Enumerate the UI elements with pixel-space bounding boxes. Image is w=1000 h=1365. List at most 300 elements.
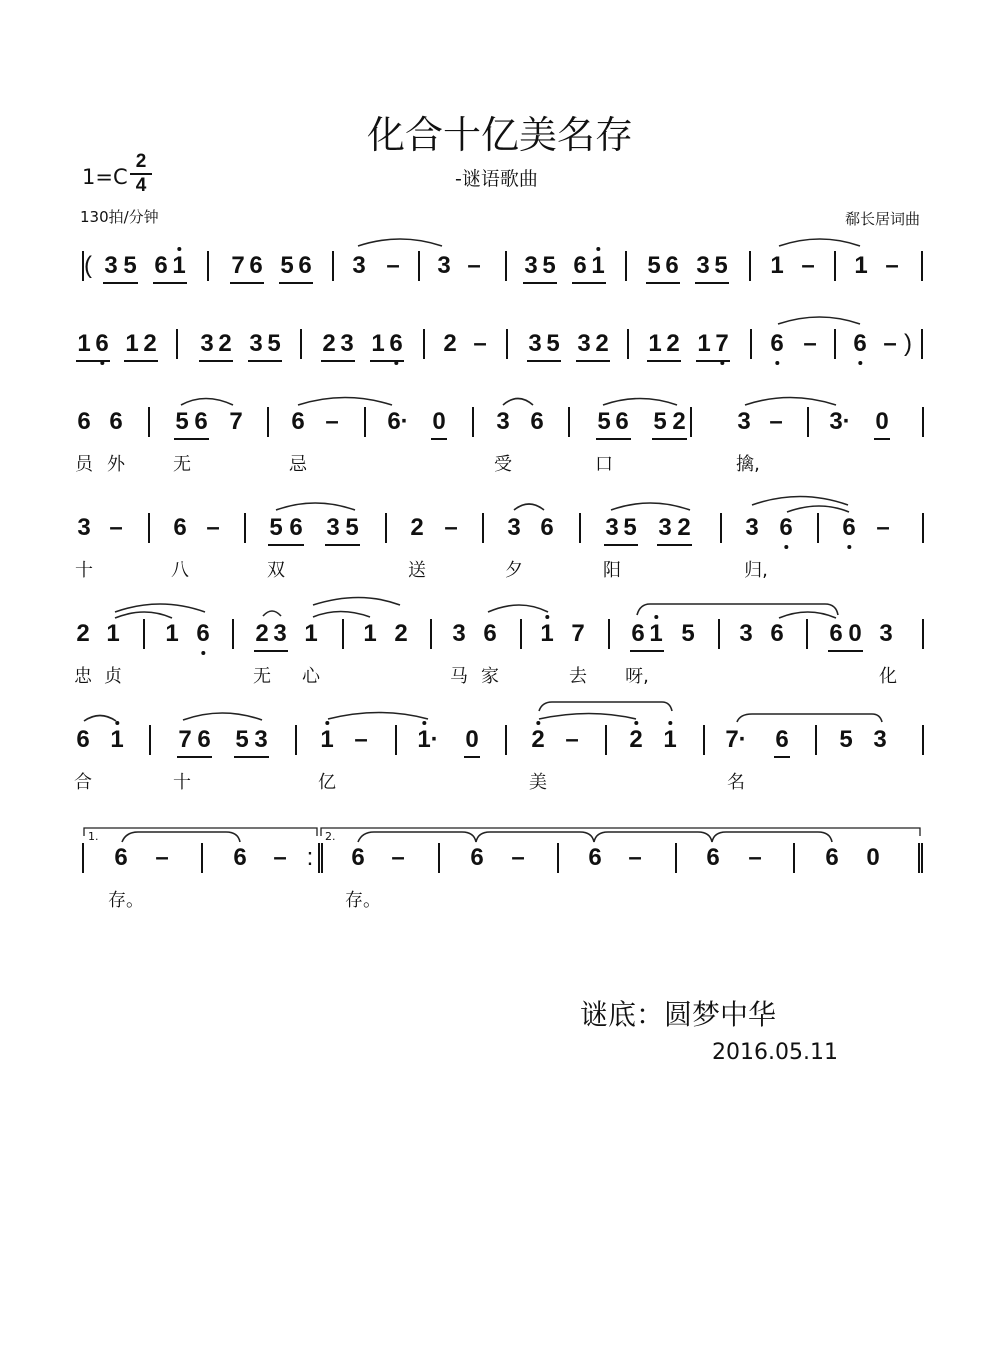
note xyxy=(706,844,719,872)
note xyxy=(540,514,553,542)
lyric-syllable: 十 xyxy=(75,560,93,581)
note xyxy=(770,252,783,280)
octave-down-dot-icon xyxy=(858,361,862,365)
note-digit: 2 xyxy=(410,514,424,541)
key-signature: 1=C xyxy=(82,165,128,189)
barline xyxy=(149,725,151,755)
octave-up-dot-icon xyxy=(177,247,181,251)
octave-up-dot-icon xyxy=(545,615,549,619)
barline xyxy=(232,619,234,649)
eighth-note-underline xyxy=(874,438,890,440)
note xyxy=(715,330,728,358)
barline xyxy=(395,725,397,755)
note xyxy=(417,726,438,754)
note-digit: 0 xyxy=(465,726,479,753)
score-symbol xyxy=(904,330,912,358)
note xyxy=(631,620,644,648)
note-digit: 5 xyxy=(123,252,137,279)
note-digit: 5 xyxy=(839,726,853,753)
octave-up-dot-icon xyxy=(654,615,658,619)
note xyxy=(452,620,465,648)
note xyxy=(737,408,750,436)
lyric-syllable: 贞 xyxy=(104,666,122,687)
note xyxy=(775,726,788,754)
note-digit: 5 xyxy=(681,620,695,647)
note-digit: 6 xyxy=(196,620,210,647)
barline xyxy=(423,329,425,359)
barline xyxy=(364,407,366,437)
dash-extension xyxy=(511,844,524,872)
eighth-note-underline xyxy=(696,360,730,362)
note xyxy=(322,330,335,358)
note xyxy=(173,514,186,542)
dash-extension xyxy=(155,844,168,872)
barline xyxy=(148,407,150,437)
lyric-syllable: 存。 xyxy=(345,890,381,911)
note xyxy=(387,408,408,436)
note xyxy=(681,620,694,648)
note xyxy=(542,252,555,280)
note-digit: – xyxy=(206,514,220,541)
note-digit: 6 xyxy=(770,330,784,357)
note xyxy=(340,330,353,358)
note xyxy=(483,620,496,648)
barline xyxy=(472,407,474,437)
note-digit: 6 xyxy=(530,408,544,435)
lyric-syllable: 双 xyxy=(267,560,285,581)
dash-extension xyxy=(769,408,782,436)
note xyxy=(233,844,246,872)
barline xyxy=(505,725,507,755)
note-digit: 3 xyxy=(77,514,91,541)
note-digit: 7 xyxy=(571,620,585,647)
note-digit: – xyxy=(444,514,458,541)
note xyxy=(595,330,608,358)
barline xyxy=(720,513,722,543)
note-digit: 3 xyxy=(452,620,466,647)
note-digit: 1 xyxy=(110,726,124,753)
eighth-note-underline xyxy=(153,282,187,284)
note-digit: 1 xyxy=(172,252,186,279)
note xyxy=(410,514,423,542)
note-digit: 3 xyxy=(273,620,287,647)
note-digit: 5 xyxy=(267,330,281,357)
eighth-note-underline xyxy=(230,282,264,284)
eighth-note-underline xyxy=(124,360,158,362)
note-digit: 1 xyxy=(854,252,868,279)
eighth-note-underline xyxy=(523,282,557,284)
note xyxy=(104,252,117,280)
octave-up-dot-icon xyxy=(325,721,329,725)
note-digit: 1 xyxy=(591,252,605,279)
note-digit: – xyxy=(628,844,642,871)
note xyxy=(825,844,838,872)
note-digit: 1· xyxy=(417,726,439,753)
octave-up-dot-icon xyxy=(115,721,119,725)
note xyxy=(371,330,384,358)
note-digit: 0 xyxy=(848,620,862,647)
note xyxy=(443,330,456,358)
note xyxy=(197,726,210,754)
date-stamp: 2016.05.11 xyxy=(712,1040,838,1065)
note-digit: 3 xyxy=(879,620,893,647)
note xyxy=(696,252,709,280)
eighth-note-underline xyxy=(234,756,269,758)
note xyxy=(289,514,302,542)
barline xyxy=(749,251,751,281)
barline xyxy=(605,725,607,755)
barline xyxy=(718,619,720,649)
dash-extension xyxy=(565,726,578,754)
note-digit: 3 xyxy=(696,252,710,279)
note-digit: – xyxy=(109,514,123,541)
dash-extension xyxy=(803,330,816,358)
barline xyxy=(806,619,808,649)
dash-extension xyxy=(628,844,641,872)
note-digit: 1 xyxy=(648,330,662,357)
note xyxy=(653,408,666,436)
note-digit: 6 xyxy=(706,844,720,871)
note-digit: 2 xyxy=(666,330,680,357)
lyric-syllable: 十 xyxy=(173,772,191,793)
song-title: 化合十亿美名存 xyxy=(366,113,633,157)
note xyxy=(546,330,559,358)
barline xyxy=(332,251,334,281)
lyric-syllable: 八 xyxy=(171,560,189,581)
barline xyxy=(834,251,836,281)
barline xyxy=(418,251,420,281)
barline xyxy=(557,843,559,873)
note-digit: 3 xyxy=(524,252,538,279)
note xyxy=(123,252,136,280)
note-digit: 6 xyxy=(615,408,629,435)
note-digit: 5 xyxy=(269,514,283,541)
note-digit: 6 xyxy=(779,514,793,541)
note-digit: ( xyxy=(84,252,92,279)
note xyxy=(658,514,671,542)
barline xyxy=(176,329,178,359)
note xyxy=(605,514,618,542)
note-digit: – xyxy=(511,844,525,871)
note xyxy=(76,620,89,648)
note xyxy=(507,514,520,542)
note-digit: 3 xyxy=(737,408,751,435)
note xyxy=(571,620,584,648)
note-digit: 5 xyxy=(647,252,661,279)
note-digit: 3 xyxy=(507,514,521,541)
barline xyxy=(627,329,629,359)
note-digit: 2 xyxy=(595,330,609,357)
note-digit: 5 xyxy=(280,252,294,279)
note-digit: 1 xyxy=(770,252,784,279)
note-digit: – xyxy=(885,252,899,279)
author-credit: 郗长居词曲 xyxy=(844,210,920,228)
note-digit: 6 xyxy=(197,726,211,753)
barline xyxy=(922,513,924,543)
note xyxy=(320,726,333,754)
note-digit: 3 xyxy=(249,330,263,357)
note-digit: 2 xyxy=(394,620,408,647)
lyric-syllable: 口 xyxy=(595,454,613,475)
note-digit: 6 xyxy=(154,252,168,279)
note xyxy=(196,620,209,648)
dash-extension xyxy=(386,252,399,280)
barline xyxy=(793,843,795,873)
octave-up-dot-icon xyxy=(634,721,638,725)
eighth-note-underline xyxy=(103,282,138,284)
note xyxy=(854,252,867,280)
note-digit: 6 xyxy=(291,408,305,435)
note-digit: 6 xyxy=(114,844,128,871)
note xyxy=(394,620,407,648)
eighth-note-underline xyxy=(76,360,110,362)
note xyxy=(665,252,678,280)
lyric-syllable: 去 xyxy=(569,666,587,687)
barline xyxy=(703,725,705,755)
note xyxy=(178,726,191,754)
note-digit: 6 xyxy=(770,620,784,647)
dash-extension xyxy=(206,514,219,542)
lyric-syllable: 送 xyxy=(408,560,426,581)
barline xyxy=(918,843,920,873)
barline xyxy=(834,329,836,359)
note-digit: 7 xyxy=(715,330,729,357)
barline xyxy=(385,513,387,543)
note xyxy=(235,726,248,754)
note xyxy=(677,514,690,542)
note-digit: 6 xyxy=(173,514,187,541)
note-digit: 5 xyxy=(714,252,728,279)
note-digit: 5 xyxy=(542,252,556,279)
note-digit: 6 xyxy=(825,844,839,871)
note-digit: 1 xyxy=(540,620,554,647)
eighth-note-underline xyxy=(431,438,447,440)
eighth-note-underline xyxy=(596,438,631,440)
note xyxy=(714,252,727,280)
dash-extension xyxy=(391,844,404,872)
note-digit: 0 xyxy=(432,408,446,435)
eighth-note-underline xyxy=(647,360,681,362)
note xyxy=(389,330,402,358)
barline xyxy=(625,251,627,281)
note-digit: 3 xyxy=(496,408,510,435)
note-digit: 6· xyxy=(387,408,409,435)
note xyxy=(110,726,123,754)
note xyxy=(291,408,304,436)
note-digit: 1 xyxy=(165,620,179,647)
note xyxy=(530,408,543,436)
note-digit: 3 xyxy=(200,330,214,357)
eighth-note-underline xyxy=(630,650,664,652)
note xyxy=(125,330,138,358)
barline xyxy=(579,513,581,543)
note xyxy=(470,844,483,872)
barline xyxy=(807,407,809,437)
eighth-note-underline xyxy=(576,360,610,362)
note-digit: 5 xyxy=(546,330,560,357)
note xyxy=(588,844,601,872)
volta-first-label: 1. xyxy=(88,830,99,843)
note xyxy=(531,726,544,754)
note-digit: – xyxy=(386,252,400,279)
note xyxy=(172,252,185,280)
note xyxy=(540,620,553,648)
note-digit: 3 xyxy=(340,330,354,357)
score-symbol xyxy=(307,844,314,872)
note-digit: 1 xyxy=(371,330,385,357)
note-digit: 1 xyxy=(106,620,120,647)
note-digit: 3 xyxy=(577,330,591,357)
lyric-syllable: 阳 xyxy=(603,560,621,581)
barline xyxy=(244,513,246,543)
note xyxy=(363,620,376,648)
lyric-syllable: 名 xyxy=(727,772,745,793)
barline xyxy=(921,251,923,281)
lyric-syllable: 马 xyxy=(450,666,468,687)
eighth-note-underline xyxy=(527,360,561,362)
barline xyxy=(430,619,432,649)
note xyxy=(326,514,339,542)
dash-extension xyxy=(444,514,457,542)
note-digit: – xyxy=(801,252,815,279)
barline xyxy=(321,843,323,873)
lyric-syllable: 呀, xyxy=(625,666,649,687)
note xyxy=(175,408,188,436)
lyric-syllable: 外 xyxy=(107,454,125,475)
note xyxy=(218,330,231,358)
lyric-syllable: 美 xyxy=(529,772,547,793)
barline xyxy=(675,843,677,873)
barline xyxy=(922,725,924,755)
note-digit: 3 xyxy=(745,514,759,541)
note xyxy=(280,252,293,280)
note xyxy=(697,330,710,358)
lyric-syllable: 夕 xyxy=(505,560,523,581)
note-digit: 1 xyxy=(304,620,318,647)
note-digit: 7 xyxy=(229,408,243,435)
dash-extension xyxy=(325,408,338,436)
note xyxy=(437,252,450,280)
eighth-note-underline xyxy=(652,438,687,440)
barline xyxy=(143,619,145,649)
note-digit: – xyxy=(876,514,890,541)
note xyxy=(648,330,661,358)
note-digit: 2 xyxy=(443,330,457,357)
note xyxy=(352,252,365,280)
note-digit: 7· xyxy=(725,726,747,753)
note xyxy=(866,844,879,872)
barline xyxy=(690,407,692,437)
note-digit: 6 xyxy=(351,844,365,871)
barline xyxy=(295,725,297,755)
note-digit: – xyxy=(155,844,169,871)
lyric-syllable: 合 xyxy=(74,772,92,793)
dash-extension xyxy=(273,844,286,872)
note xyxy=(745,514,758,542)
note xyxy=(298,252,311,280)
note-digit: 6 xyxy=(249,252,263,279)
barline xyxy=(482,513,484,543)
octave-up-dot-icon xyxy=(668,721,672,725)
note xyxy=(114,844,127,872)
barline xyxy=(300,329,302,359)
note-digit: 7 xyxy=(178,726,192,753)
eighth-note-underline xyxy=(279,282,313,284)
eighth-note-underline xyxy=(254,650,288,652)
dash-extension xyxy=(883,330,896,358)
lyric-syllable: 无 xyxy=(253,666,271,687)
note-digit: 3 xyxy=(352,252,366,279)
note xyxy=(77,514,90,542)
barline xyxy=(921,843,923,873)
note xyxy=(649,620,662,648)
note xyxy=(879,620,892,648)
barline xyxy=(148,513,150,543)
note xyxy=(770,620,783,648)
note-digit: 6 xyxy=(665,252,679,279)
note-digit: 3 xyxy=(605,514,619,541)
note-digit: 6 xyxy=(95,330,109,357)
note-digit: 6 xyxy=(573,252,587,279)
note xyxy=(663,726,676,754)
note xyxy=(672,408,685,436)
note-digit: 5 xyxy=(653,408,667,435)
eighth-note-underline xyxy=(774,756,790,758)
note xyxy=(528,330,541,358)
barline xyxy=(520,619,522,649)
lyric-syllable: 化 xyxy=(879,666,897,687)
volta-second-label: 2. xyxy=(325,830,336,843)
eighth-note-underline xyxy=(828,650,863,652)
lyric-syllable: 家 xyxy=(481,666,499,687)
note-digit: 2 xyxy=(255,620,269,647)
note xyxy=(229,408,242,436)
note-digit: 6 xyxy=(853,330,867,357)
dash-extension xyxy=(885,252,898,280)
note-digit: 6 xyxy=(77,408,91,435)
note-digit: 2 xyxy=(677,514,691,541)
barline xyxy=(82,251,84,281)
note xyxy=(106,620,119,648)
note xyxy=(629,726,642,754)
note-digit: 5 xyxy=(623,514,637,541)
note-digit: – xyxy=(273,844,287,871)
note xyxy=(465,726,478,754)
time-signature-bottom: 4 xyxy=(135,175,147,196)
note xyxy=(573,252,586,280)
note-digit: 2 xyxy=(672,408,686,435)
note xyxy=(591,252,604,280)
note-digit: 2 xyxy=(629,726,643,753)
octave-up-dot-icon xyxy=(596,247,600,251)
lyric-syllable: 受 xyxy=(494,454,512,475)
note xyxy=(853,330,866,358)
note-digit: 3 xyxy=(437,252,451,279)
barline xyxy=(815,725,817,755)
note-digit: 6 xyxy=(588,844,602,871)
octave-up-dot-icon xyxy=(536,721,540,725)
eighth-note-underline xyxy=(370,360,404,362)
barline xyxy=(505,251,507,281)
barline xyxy=(318,843,320,873)
note xyxy=(577,330,590,358)
octave-up-dot-icon xyxy=(423,721,427,725)
barline xyxy=(922,619,924,649)
note xyxy=(647,252,660,280)
eighth-note-underline xyxy=(695,282,729,284)
eighth-note-underline xyxy=(177,756,212,758)
note-digit: 6 xyxy=(76,726,90,753)
